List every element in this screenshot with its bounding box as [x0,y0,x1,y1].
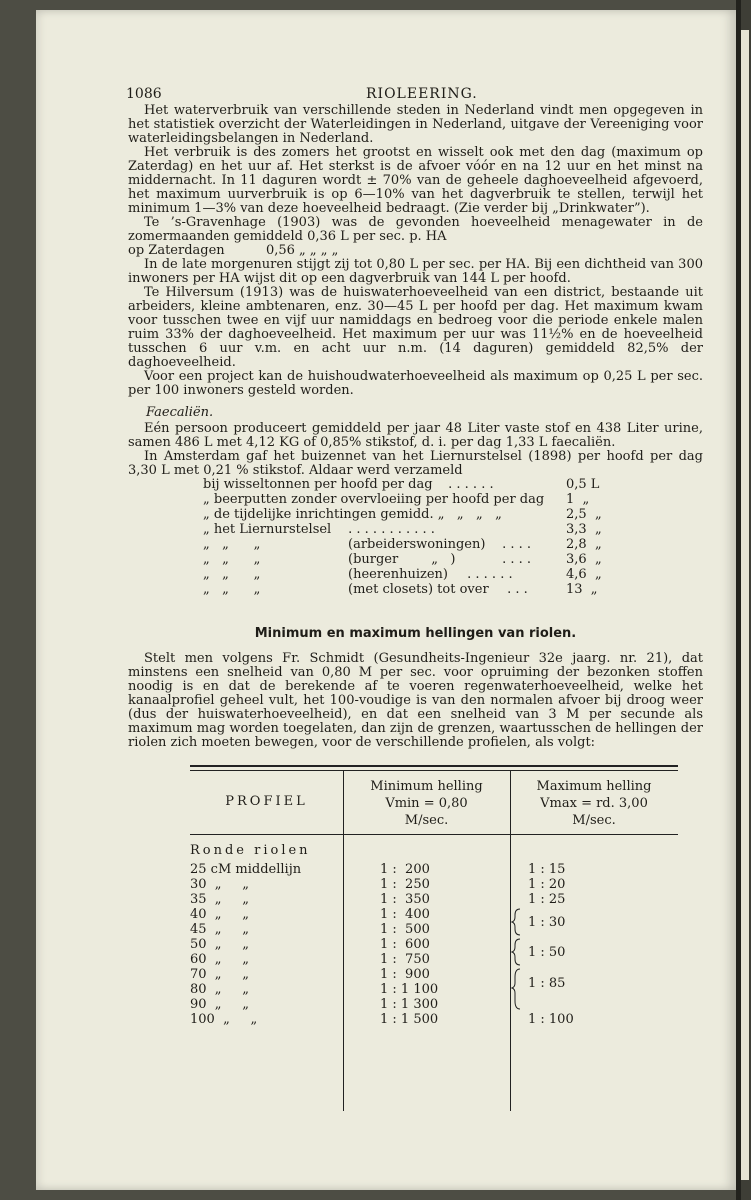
section-heading: Minimum en maximum hellingen van riolen. [254,626,577,641]
item-value: 2,8 „ [566,537,602,552]
max-value: 1 : 25 [528,892,566,907]
table-header-rule [190,834,678,835]
row-profile: 30 „ „ [190,877,249,892]
row-min-slope: 1 : 1 300 [380,997,439,1012]
row-min-slope: 1 : 400 [380,907,430,922]
max-value: 1 : 15 [528,862,566,877]
list-item [128,478,703,493]
paragraph: Het waterverbruik van verschillende steden in Nederland vindt men opgegeven in het statistiek overzicht der Waterleidingen in Nederland, uitgave der Vereeniging voor waterleidingsbelangen in Nederland. [128,103,703,146]
list-item [128,568,703,583]
list-item [128,493,703,508]
row-min-slope: 1 : 250 [380,877,430,892]
paragraph: op Zaterdagen 0,56 „ „ „ „ [128,243,339,258]
item-value: 3,3 „ [566,522,602,537]
paragraph: Het verbruik is des zomers het grootst en wisselt ook met den dag (maximum op Zaterdag) en het uur af. Het sterkst is de afvoer vóór en na 12 uur en het minst na middernacht. In 11 daguren wordt ± 70% van de geheele daghoeveelheid afgevoerd, het maximum uurverbruik is op 6—10% van het dagverbruik te stellen, terwijl het minimum 1—3% van deze hoeveelheid bedraagt. (Zie verder bij „Drinkwater”). [128,145,703,216]
brace-2 [512,939,520,965]
item-value: 2,5 „ [566,507,602,522]
item-value: 13 „ [566,582,598,597]
paragraph: Voor een project kan de huishoudwaterhoeveelheid als maximum op 0,25 L per sec. per 100 inwoners gesteld worden. [128,369,703,398]
list-item [128,523,703,538]
item-label: „ het Liernurstelsel [203,522,332,537]
max-value: 1 : 85 [528,976,566,991]
page-number: 1086 [126,86,162,102]
item-label: „ „ „ [203,582,261,597]
item-label: „ beerputten zonder overvloeiing per hoofd per dag [203,492,545,507]
row-profile: 50 „ „ [190,937,249,952]
header-minimum [343,778,510,829]
item-label: „ de tijdelijke inrichtingen gemidd. „ „ „ „ [203,507,502,522]
item-leader: . . . . [498,537,532,552]
row-profile: 40 „ „ [190,907,249,922]
row-min-slope: 1 : 1 100 [380,982,439,997]
header-maximum [510,778,678,829]
row-min-slope: 1 : 1 500 [380,1012,439,1027]
row-profile: 80 „ „ [190,982,249,997]
item-leader: . . . . . . . . . . . [344,522,435,537]
row-profile: 45 „ „ [190,922,249,937]
header-profiel: PROFIEL [225,794,308,809]
item-sub-label: (arbeiderswoningen) [348,537,486,552]
schmidt-text [128,652,703,750]
table-top-rule-thin [190,770,678,771]
group-label: Ronde riolen [190,843,311,858]
item-label: „ „ „ [203,552,261,567]
list-item [128,583,703,598]
row-min-slope: 1 : 500 [380,922,430,937]
item-value: 1 „ [566,492,590,507]
header-line: Minimum helling [370,779,483,794]
item-leader: . . . . . . [463,567,513,582]
row-profile: 60 „ „ [190,952,249,967]
header-line: Maximum helling [536,779,652,794]
row-min-slope: 1 : 600 [380,937,430,952]
list-item [128,538,703,553]
max-value: 1 : 50 [528,945,566,960]
item-sub-label: (heerenhuizen) [348,567,449,582]
max-value: 1 : 30 [528,915,566,930]
list-item [128,508,703,523]
brace-1 [512,909,520,935]
brace-marks [510,903,526,1013]
list-item [128,553,703,568]
row-min-slope: 1 : 200 [380,862,430,877]
row-profile: 25 cM middellijn [190,862,302,877]
item-leader: . . . . [498,552,532,567]
max-value: 1 : 100 [528,1012,574,1027]
paragraph: In Amsterdam gaf het buizennet van het Liernurstelsel (1898) per hoofd per dag 3,30 L met 0,21 % stikstof. Aldaar werd verzameld [128,449,703,478]
paragraph: Stelt men volgens Fr. Schmidt (Gesundheits-Ingenieur 32e jaarg. nr. 21), dat minstens een snelheid van 0,80 M per sec. voor opruiming der bezonken stoffen noodig is en dat de berekende af te voeren regenwaterhoeveelheid, welke het kanaalprofiel geheel vult, het 100-voudige is van den normalen afvoer bij droog weer (dus der huiswaterhoeveelheid), en dat een snelheid van 3 M per secunde als maximum mag worden toegelaten, dan zijn de grenzen, waartusschen de hellingen der riolen zich moeten bewegen, voor de verschillende profielen, als volgt: [128,651,703,750]
row-min-slope: 1 : 900 [380,967,430,982]
header-line: M/sec. [404,813,449,828]
item-value: 3,6 „ [566,552,602,567]
row-profile: 35 „ „ [190,892,249,907]
row-profile: 100 „ „ [190,1012,258,1027]
next-page-edge [741,30,749,1180]
brace-3 [512,969,520,1009]
header-line: Vmin = 0,80 [385,796,468,811]
item-sub-label: (met closets) tot over [348,582,489,597]
header-line: M/sec. [572,813,616,828]
table-top-rule [190,765,678,767]
item-leader: . . . [503,582,528,597]
faecalien-heading: Faecaliën. [146,405,214,420]
row-min-slope: 1 : 350 [380,892,430,907]
row-profile: 70 „ „ [190,967,249,982]
item-label: „ „ „ [203,567,261,582]
item-leader: . . . . . . [444,477,494,492]
item-sub-label: (burger „ ) [348,552,456,567]
item-label: bij wisseltonnen per hoofd per dag [203,477,433,492]
max-value: 1 : 20 [528,877,566,892]
item-value: 4,6 „ [566,567,602,582]
item-value: 0,5 L [566,477,600,492]
row-min-slope: 1 : 750 [380,952,430,967]
paragraph: Te ’s-Gravenhage (1903) was de gevonden hoeveelheid menagewater in de zomermaanden gemiddeld 0,36 L per sec. p. HA [128,215,703,244]
header-line: Vmax = rd. 3,00 [540,796,648,811]
row-profile: 90 „ „ [190,997,249,1012]
paragraph: Te Hilversum (1913) was de huiswaterhoeveelheid van een district, bestaande uit arbeiders, kleine ambtenaren, enz. 30—45 L per hoofd per dag. Het maximum kwam voor tusschen twee en vijf uur namiddags en bedroeg voor die periode enkele malen ruim 33% der daghoeveelheid. Het maximum per uur was 11½% en de hoeveelheid tusschen 6 uur v.m. en acht uur n.m. (14 daguren) gemiddeld 82,5% der daghoeveelheid. [128,285,703,370]
collection-list [128,478,703,598]
running-title: RIOLEERING. [366,86,478,102]
paragraph: In de late morgenuren stijgt zij tot 0,80 L per sec. per HA. Bij een dichtheid van 300 inwoners per HA wijst dit op een dagverbruik van 144 L per hoofd. [128,257,703,286]
item-label: „ „ „ [203,537,261,552]
paragraph: Eén persoon produceert gemiddeld per jaar 48 Liter vaste stof en 438 Liter urine, samen 486 L met 4,12 KG of 0,85% stikstof, d. i. per dag 1,33 L faecaliën. [128,421,703,450]
main-text [128,104,703,598]
